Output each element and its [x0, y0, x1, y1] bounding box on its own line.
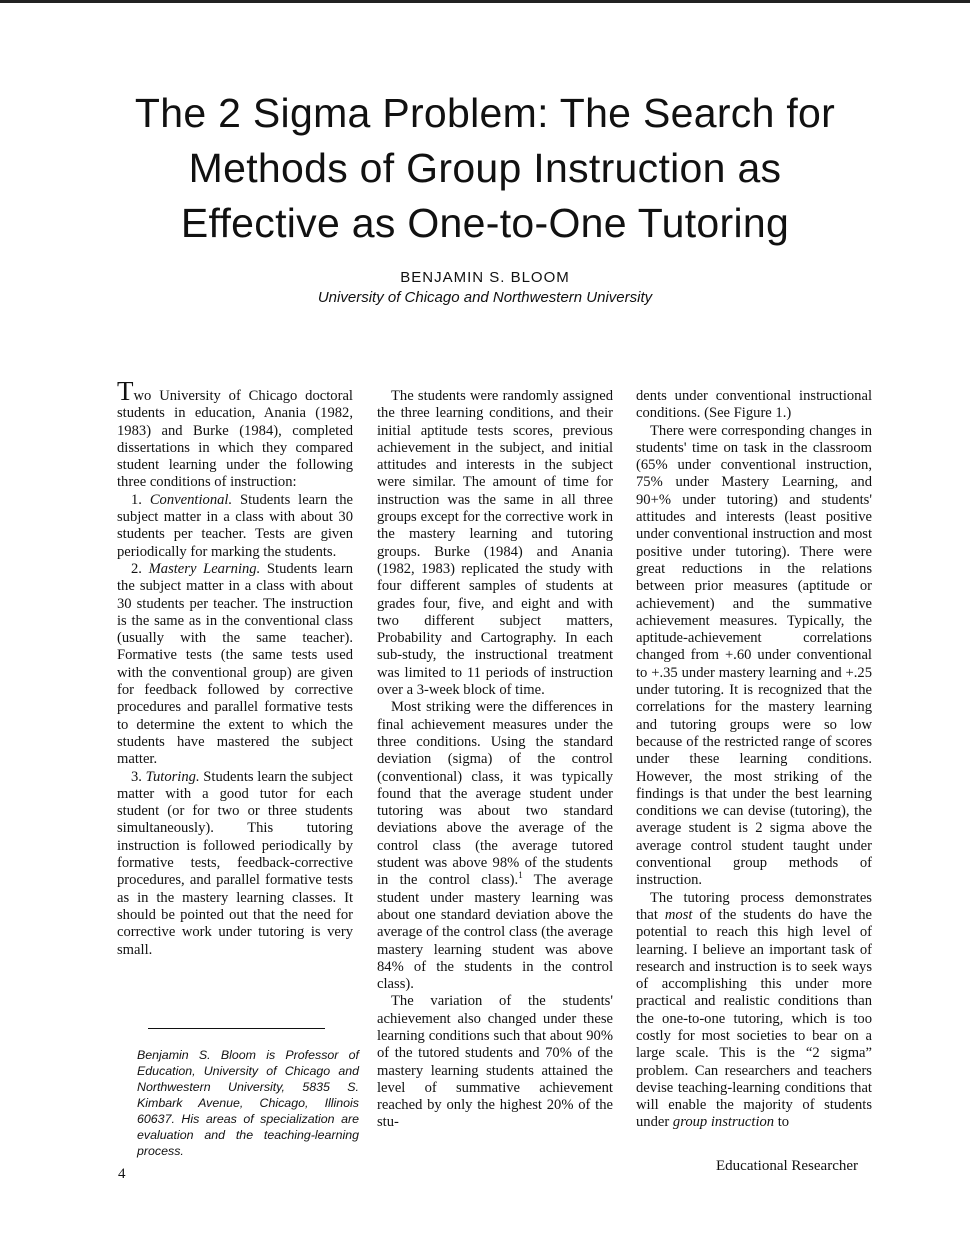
emphasis: most	[664, 906, 693, 923]
column-2	[377, 388, 613, 1132]
paragraph: The tutoring process demonstrates that most of the students do have the potential to reach this high level of learning. I believe an important task of research and instruction is to seek ways of accomplishing this under more practical and realistic conditions than the one-to-one tutoring, which is too costly for most societies to bear on a large scale. This is the “2 sigma” problem. Can researchers and teachers devise teaching-learning conditions that will enable the majority of students under group instruction to	[636, 889, 872, 1131]
title-line: Effective as One-to-One Tutoring	[180, 200, 790, 246]
footnote-marker: 1	[518, 870, 523, 881]
paragraph: Two University of Chicago doctoral students in education, Anania (1982, 1983) and Burke (1984), completed dissertations in which they compared student learning under the following three conditions of instruction:	[117, 376, 353, 491]
drop-cap: T	[117, 376, 134, 406]
page-number: 4	[118, 1166, 126, 1182]
title-line: The 2 Sigma Problem: The Search for	[134, 90, 836, 136]
paragraph: The variation of the students' achievement also changed under these learning conditions such that about 90% of the tutored students and 70% of the mastery learning students attained the level of summative achievement reached by only the highest 20% of the stu-	[377, 993, 613, 1131]
condition-term: Mastery Learning.	[148, 560, 261, 577]
article-title	[0, 86, 970, 251]
paragraph: 3. Tutoring. Students learn the subject matter with a good tutor for each student (or for two or three students simultaneously). This tutoring instruction is followed periodically by formative tests, feedback-corrective procedures, and parallel formative tests as in the mastery learning classes. It should be pointed out that the need for corrective work under tutoring is very small.	[117, 768, 353, 958]
column-1	[117, 376, 353, 959]
paragraph: The students were randomly assigned the three learning conditions, and their initial aptitude tests scores, previous achievement in the subject, and initial attitudes and interests in the subject were similar. The amount of time for instruction was the same in all three groups except for the corrective work in the mastery learning and tutoring groups. Burke (1984) and Anania (1982, 1983) replicated the study with four different samples of students at grades four, five, and eight and with two different subject matters, Probability and Cartography. In each sub-study, the instructional treatment was limited to 11 periods of instruction over a 3-week block of time.	[377, 388, 613, 699]
paragraph: Most striking were the differences in final achievement measures under the three conditions. Using the standard deviation (sigma) of the control (conventional) class, it was typically found that the average student under tutoring was about two standard deviations above the average of the control class (the average tutored student was above 98% of the students in the control class).$^1$ The average student under mastery learning was about one standard deviation above the average of the control class (the average mastery learning student was above 84% of the students in the control class).	[377, 699, 613, 993]
paragraph: dents under conventional instructional conditions. (See Figure 1.)	[636, 388, 872, 422]
paragraph: 2. Mastery Learning. Students learn the subject matter in a class with about 30 students per teacher. The instruction is the same as in the conventional class (usually with the same teacher). Formative tests (the same tests used with the conventional group) are given for feedback followed by corrective procedures and parallel formative tests to determine the extent to which the students have mastered the subject matter.	[117, 560, 353, 768]
author-affiliation: University of Chicago and Northwestern University	[317, 289, 653, 306]
footnote-divider	[148, 1028, 325, 1029]
column-3	[636, 388, 872, 1132]
condition-term: Conventional.	[149, 491, 233, 508]
paragraph: There were corresponding changes in students' time on task in the classroom (65% under conventional instruction, 75% under Mastery Learning, and 90+% under tutoring) and students' attitudes and interests (least positive under conventional instruction and most positive under tutoring). There were great reductions in the relations between prior measures (aptitude or achievement) and the summative achievement measures. Typically, the aptitude-achievement correlations changed from +.60 under conventional to +.35 under mastery learning and +.25 under tutoring. It is recognized that the correlations for the mastery learning and tutoring groups were so low because of the restricted range of scores under these learning conditions. However, the most striking of the findings is that under the best learning conditions we can devise (tutoring), the average student is 2 sigma above the average control student taught under conventional group methods of instruction.	[636, 422, 872, 889]
condition-term: Tutoring.	[145, 768, 200, 785]
article-header	[0, 86, 970, 306]
emphasis: group instruction	[672, 1114, 775, 1131]
author-name: BENJAMIN S. BLOOM	[400, 269, 570, 286]
paragraph: 1. Conventional. Students learn the subject matter in a class with about 30 students per teacher. Tests are given periodically for marking the students.	[117, 491, 353, 560]
page-top-edge	[0, 0, 970, 3]
author-bio: Benjamin S. Bloom is Professor of Education, University of Chicago and Northwestern University, 5835 S. Kimbark Avenue, Chicago, Illinois 60637. His areas of specialization are evaluation and the teaching-learning process.	[137, 1048, 359, 1158]
journal-name: Educational Researcher	[716, 1158, 859, 1174]
title-line: Methods of Group Instruction as	[188, 145, 782, 191]
